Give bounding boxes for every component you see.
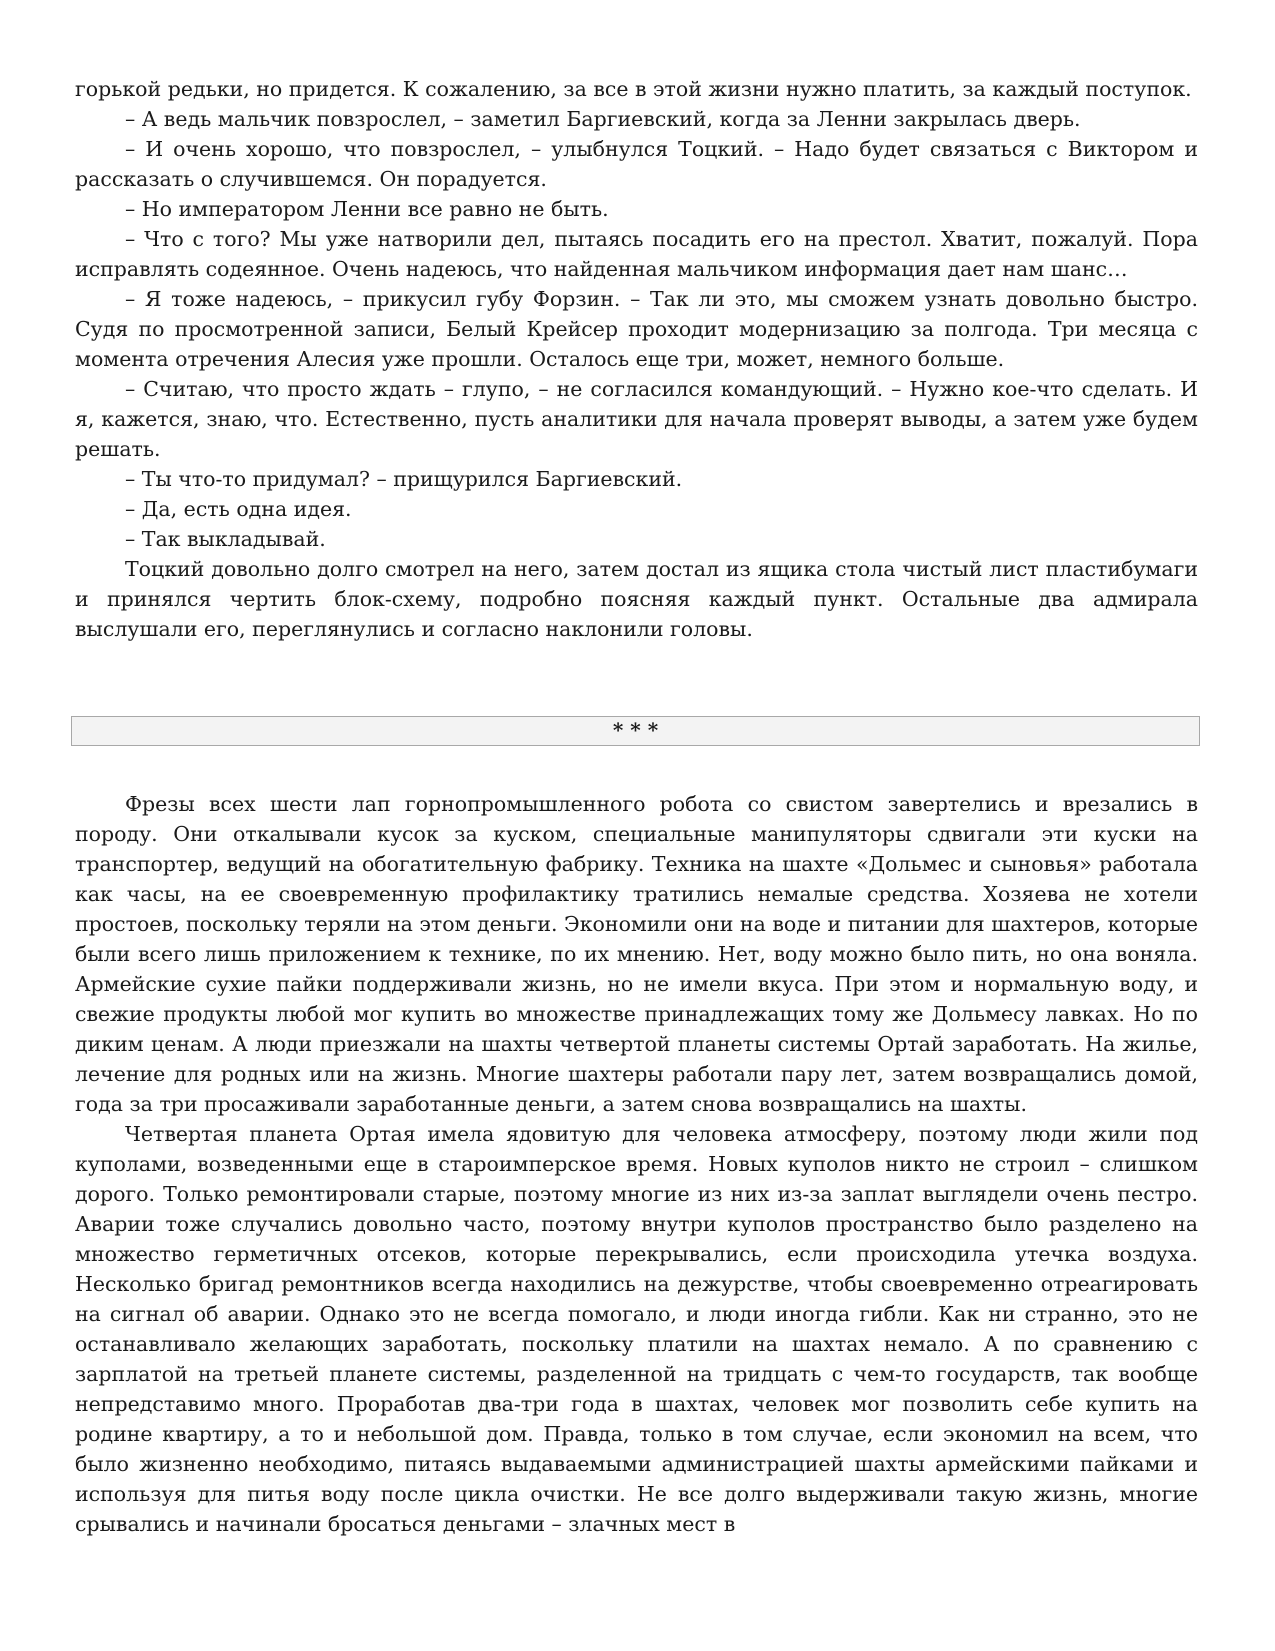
paragraph: – А ведь мальчик повзрослел, – заметил Баргиевский, когда за Ленни закрылась дверь. [125,107,1081,131]
paragraph: Фрезы всех шести лап горнопромышленного робота со свистом завертелись и врезались в породу. Они откалывали кусок за куском, специальные манипуляторы сдвигали эти куски на транспортер, ведущий на обогатительную фабрику. Техника на шахте «Дольмес и сыновья» работала как часы, на ее своевременную профилактику тратились немалые средства. Хозяева не хотели простоев, поскольку теряли на этом деньги. Экономили они на воде и питании для шахтеров, которые были всего лишь приложением к технике, по их мнению. Нет, воду можно было пить, но она воняла. Армейские сухие пайки поддерживали жизнь, но не имели вкуса. При этом и нормальную воду, и свежие продукты любой мог купить во множестве принадлежащих тому же Дольмесу лавках. Но по диким ценам. А люди приезжали на шахты четвертой планеты системы Ортай заработать. На жилье, лечение для родных или на жизнь. Многие шахтеры работали пару лет, затем возвращались домой, года за три просаживали заработанные деньги, а затем снова возвращались на шахты. [75,792,1198,1116]
paragraph: – Считаю, что просто ждать – глупо, – не согласился командующий. – Нужно кое-что сделать. И я, кажется, знаю, что. Естественно, пусть аналитики для начала проверят выводы, а затем уже будем решать. [75,377,1198,461]
section-separator: * * * [71,716,1200,746]
paragraph: Тоцкий довольно долго смотрел на него, затем достал из ящика стола чистый лист пластибумаги и принялся чертить блок-схему, подробно поясняя каждый пункт. Остальные два адмирала выслушали его, переглянулись и согласно наклонили головы. [75,557,1198,641]
paragraph: Четвертая планета Ортая имела ядовитую для человека атмосферу, поэтому люди жили под куполами, возведенными еще в староимперское время. Новых куполов никто не строил – слишком дорого. Только ремонтировали старые, поэтому многие из них из-за заплат выглядели очень пестро. Аварии тоже случались довольно часто, поэтому внутри куполов пространство было разделено на множество герметичных отсеков, которые перекрывались, если происходила утечка воздуха. Несколько бригад ремонтников всегда находились на дежурстве, чтобы своевременно отреагировать на сигнал об аварии. Однако это не всегда помогало, и люди иногда гибли. Как ни странно, это не останавливало желающих заработать, поскольку платили на шахтах немало. А по сравнению с зарплатой на третьей планете системы, разделенной на тридцать с чем-то государств, так вообще непредставимо много. Проработав два-три года в шахтах, человек мог позволить себе купить на родине квартиру, а то и небольшой дом. Правда, только в том случае, если экономил на всем, что было жизненно необходимо, питаясь выдаваемыми администрацией шахты армейскими пайками и используя для питья воду после цикла очистки. Не все долго выдерживали такую жизнь, многие срывались и начинали бросаться деньгами – злачных мест в [75,1122,1198,1536]
paragraph: – Я тоже надеюсь, – прикусил губу Форзин. – Так ли это, мы сможем узнать довольно быстро. Судя по просмотренной записи, Белый Крейсер проходит модернизацию за полгода. Три месяца с момента отречения Алесия уже прошли. Осталось еще три, может, немного больше. [75,287,1198,371]
paragraph: – Что с того? Мы уже натворили дел, пытаясь посадить его на престол. Хватит, пожалуй. Пора исправлять содеянное. Очень надеюсь, что найденная мальчиком информация дает нам шанс… [75,227,1198,281]
paragraph: – Да, есть одна идея. [125,497,352,521]
paragraph: – Так выкладывай. [125,527,326,551]
paragraph: – Но императором Ленни все равно не быть. [125,197,609,221]
bottom-text-section [75,789,1198,1539]
paragraph: горькой редьки, но придется. К сожалению, за все в этой жизни нужно платить, за каждый поступок. [75,77,1192,101]
top-text-section [75,74,1198,644]
paragraph: – И очень хорошо, что повзрослел, – улыбнулся Тоцкий. – Надо будет связаться с Виктором и рассказать о случившемся. Он порадуется. [75,137,1198,191]
paragraph: – Ты что-то придумал? – прищурился Баргиевский. [125,467,683,491]
